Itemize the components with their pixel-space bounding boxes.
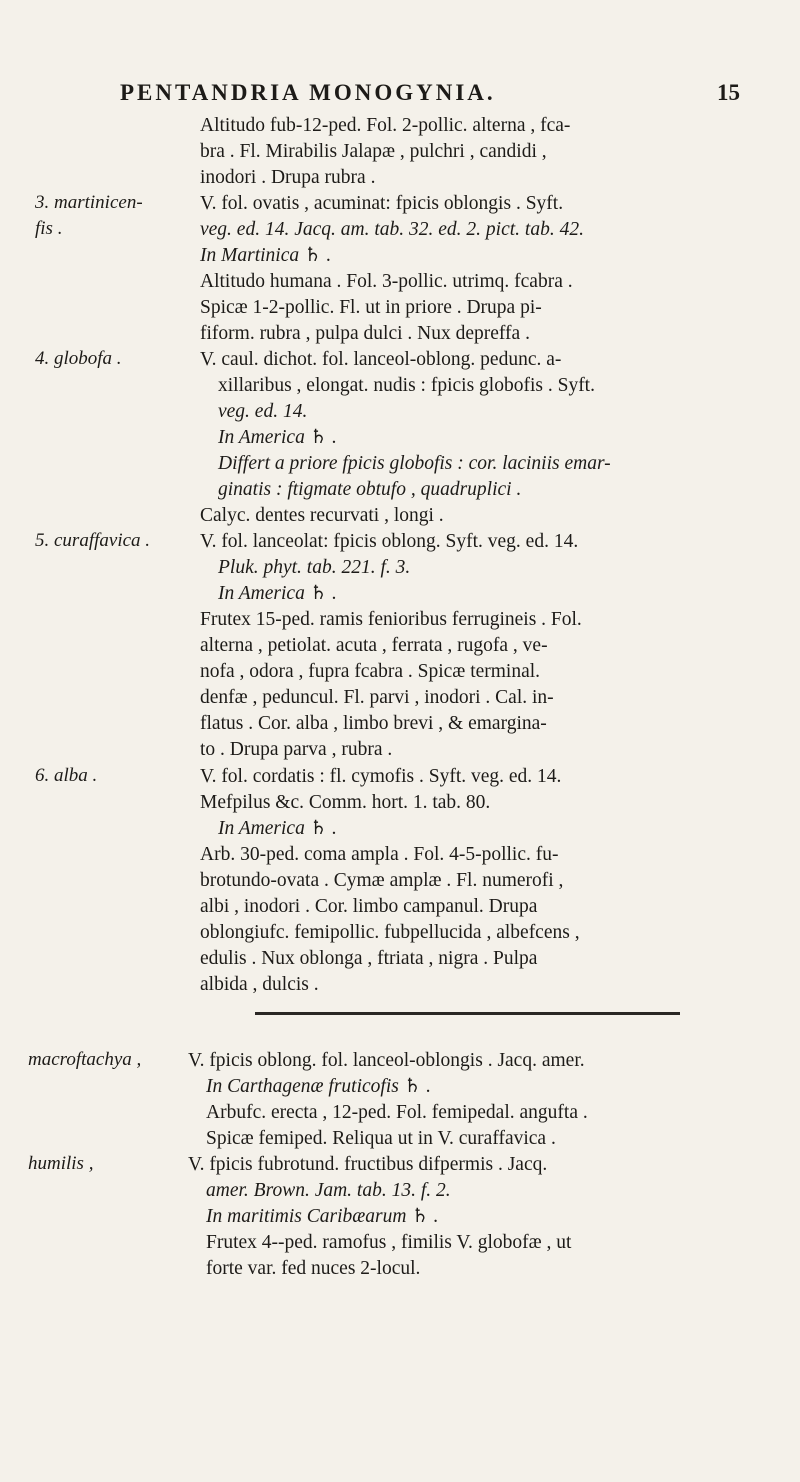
page-number: 15 bbox=[717, 80, 740, 105]
species-margin-label: 4. globofa . bbox=[35, 348, 122, 369]
species-margin-label: fis . bbox=[35, 218, 63, 239]
text-line: Arb. 30-ped. coma ampla . Fol. 4-5-pollic. fu- bbox=[200, 844, 559, 865]
species-margin-label: 5. curaffavica . bbox=[35, 530, 151, 551]
text-line: Calyc. dentes recurvati , longi . bbox=[200, 505, 444, 526]
text-line: Pluk. phyt. tab. 221. f. 3. bbox=[218, 557, 411, 578]
text-line: amer. Brown. Jam. tab. 13. f. 2. bbox=[206, 1180, 451, 1201]
species-margin-label: macroftachya , bbox=[28, 1049, 142, 1070]
text-line: V. fpicis oblong. fol. lanceol-oblongis . Jacq. amer. bbox=[188, 1050, 585, 1071]
text-line: In maritimis Caribæarum ♄ . bbox=[206, 1206, 439, 1227]
text-line: V. fol. cordatis : fl. cymofis . Syft. veg. ed. 14. bbox=[200, 766, 562, 787]
section-divider bbox=[255, 1012, 680, 1015]
text-line: Spicæ femiped. Reliqua ut in V. curaffavica . bbox=[206, 1128, 556, 1149]
text-line: alterna , petiolat. acuta , ferrata , rugofa , ve- bbox=[200, 635, 548, 656]
text-line: V. caul. dichot. fol. lanceol-oblong. pedunc. a- bbox=[200, 349, 562, 370]
text-line: forte var. fed nuces 2-locul. bbox=[206, 1258, 421, 1279]
text-line: xillaribus , elongat. nudis : fpicis globofis . Syft. bbox=[218, 375, 595, 396]
species-margin-label: humilis , bbox=[28, 1153, 94, 1174]
text-line: albi , inodori . Cor. limbo campanul. Drupa bbox=[200, 896, 538, 917]
text-line: flatus . Cor. alba , limbo brevi , & emargina- bbox=[200, 713, 547, 734]
text-line: to . Drupa parva , rubra . bbox=[200, 739, 393, 760]
text-line: Altitudo humana . Fol. 3-pollic. utrimq. fcabra . bbox=[200, 271, 573, 292]
text-line: Arbufc. erecta , 12-ped. Fol. femipedal. angufta . bbox=[206, 1102, 588, 1123]
text-line: denfæ , peduncul. Fl. parvi , inodori . Cal. in- bbox=[200, 687, 554, 708]
text-line: In America ♄ . bbox=[218, 818, 337, 839]
text-line: veg. ed. 14. bbox=[218, 401, 308, 422]
text-line: albida , dulcis . bbox=[200, 974, 319, 995]
text-line: Altitudo fub-12-ped. Fol. 2-pollic. alterna , fca- bbox=[200, 115, 571, 136]
text-line: inodori . Drupa rubra . bbox=[200, 167, 376, 188]
species-margin-label: 3. martinicen- bbox=[35, 192, 143, 213]
text-line: bra . Fl. Mirabilis Jalapæ , pulchri , candidi , bbox=[200, 141, 547, 162]
text-line: Frutex 15-ped. ramis fenioribus ferrugineis . Fol. bbox=[200, 609, 582, 630]
running-title: PENTANDRIA MONOGYNIA. bbox=[120, 80, 496, 105]
text-line: ginatis : ftigmate obtufo , quadruplici . bbox=[218, 479, 522, 500]
text-line: brotundo-ovata . Cymæ amplæ . Fl. numerofi , bbox=[200, 870, 564, 891]
text-line: oblongiufc. femipollic. fubpellucida , albefcens , bbox=[200, 922, 580, 943]
text-line: Frutex 4--ped. ramofus , fimilis V. globofæ , ut bbox=[206, 1232, 572, 1253]
text-line: V. fol. ovatis , acuminat: fpicis oblongis . Syft. bbox=[200, 193, 564, 214]
text-line: fiform. rubra , pulpa dulci . Nux depreffa . bbox=[200, 323, 530, 344]
text-line: In Carthagenæ fruticofis ♄ . bbox=[206, 1076, 431, 1097]
running-header bbox=[120, 80, 740, 106]
text-line: Spicæ 1-2-pollic. Fl. ut in priore . Drupa pi- bbox=[200, 297, 542, 318]
text-line: Differt a priore fpicis globofis : cor. laciniis emar- bbox=[218, 453, 611, 474]
text-line: V. fol. lanceolat: fpicis oblong. Syft. veg. ed. 14. bbox=[200, 531, 579, 552]
text-line: nofa , odora , fupra fcabra . Spicæ terminal. bbox=[200, 661, 541, 682]
text-line: Mefpilus &c. Comm. hort. 1. tab. 80. bbox=[200, 792, 491, 813]
text-line: In America ♄ . bbox=[218, 583, 337, 604]
text-line: In America ♄ . bbox=[218, 427, 337, 448]
text-line: edulis . Nux oblonga , ftriata , nigra . Pulpa bbox=[200, 948, 538, 969]
text-line: In Martinica ♄ . bbox=[200, 245, 332, 266]
species-margin-label: 6. alba . bbox=[35, 765, 98, 786]
text-line: veg. ed. 14. Jacq. am. tab. 32. ed. 2. pict. tab. 42. bbox=[200, 219, 584, 240]
text-line: V. fpicis fubrotund. fructibus difpermis . Jacq. bbox=[188, 1154, 548, 1175]
